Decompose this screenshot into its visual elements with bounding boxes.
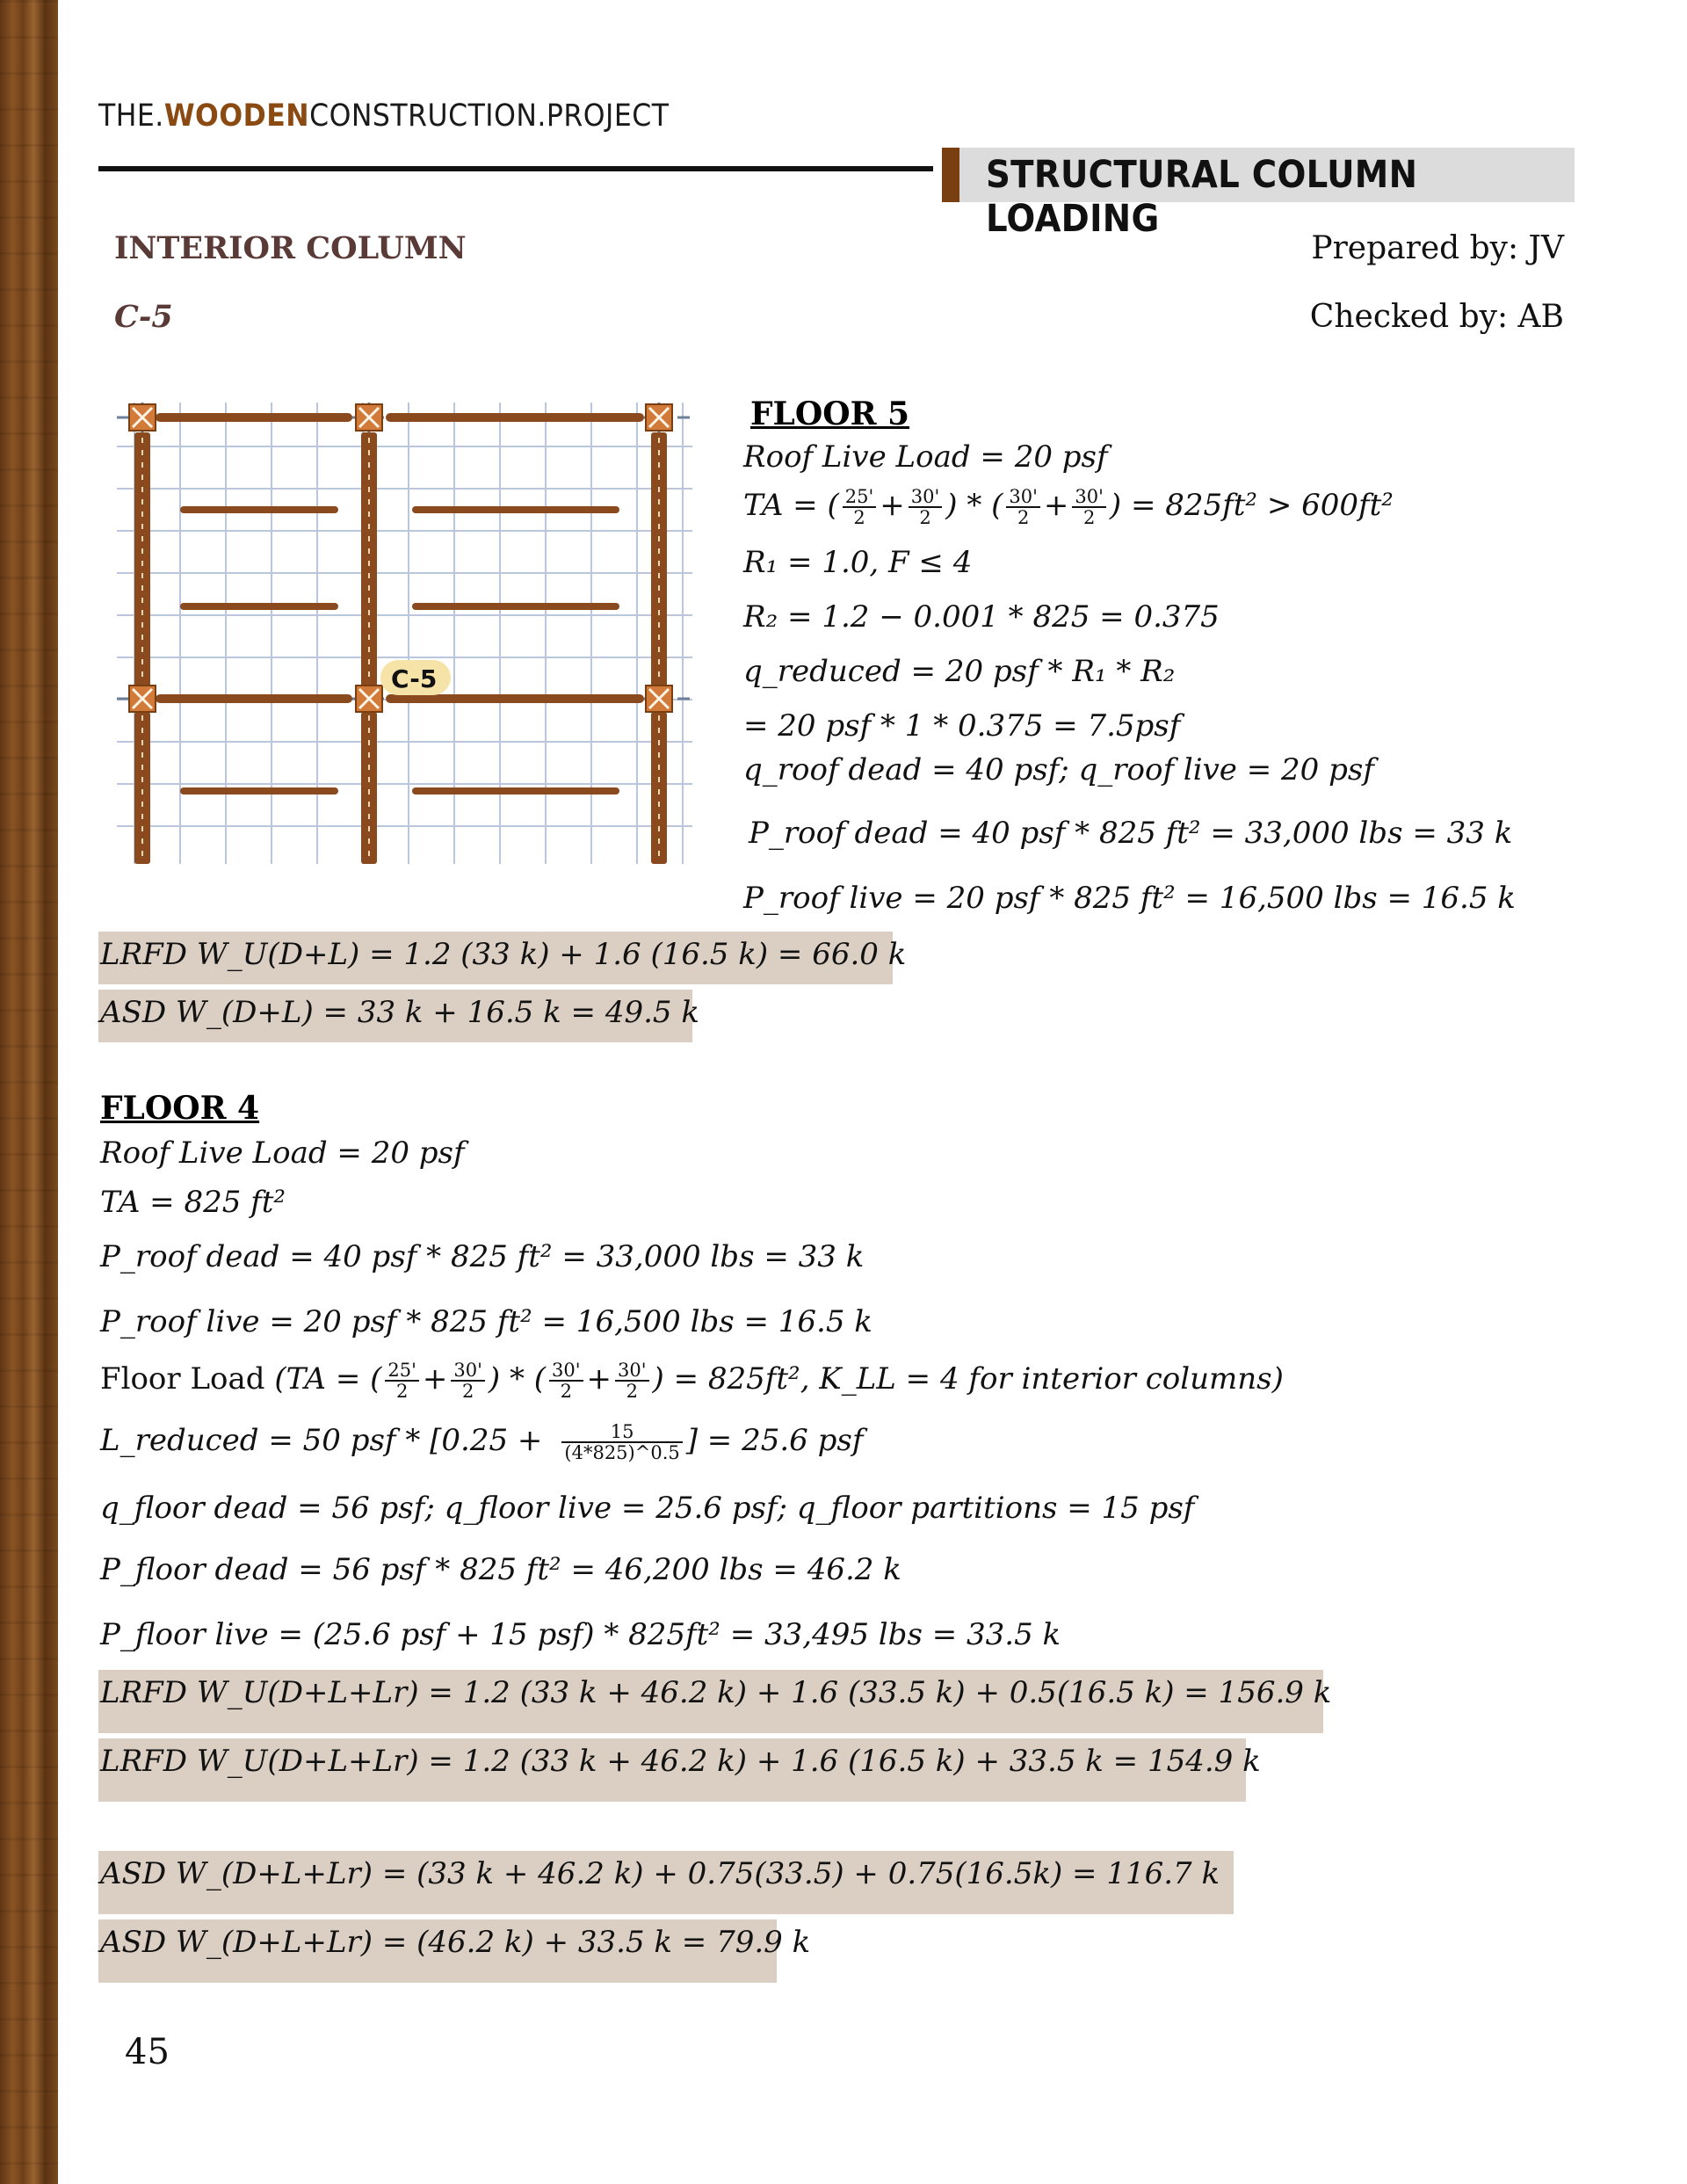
- floor4-title: FLOOR 4: [100, 1090, 260, 1127]
- header-rule: [98, 166, 933, 171]
- floor4-line2: TA = 825 ft²: [100, 1185, 286, 1220]
- page-title: STRUCTURAL COLUMN LOADING: [986, 153, 1418, 241]
- floor5-line5: q_reduced = 20 psf * R₁ * R₂: [743, 654, 1176, 689]
- floor5-line2: TA = ( $\frac{25'}{2}$ + $\frac{30'}{2}$ ) * ( $\frac{30'}{2}$ + $\frac{30'}{2}$ ) = 825ft² > 600ft²: [743, 486, 1394, 529]
- prepared-by: Prepared by: JV: [1311, 230, 1564, 266]
- page-banner: [942, 148, 1575, 241]
- floor4-asd2: ASD W_(D+L+Lr) = (46.2 k) + 33.5 k = 79.9 k: [100, 1925, 811, 1960]
- floor5-lrfd: LRFD W_U(D+L) = 1.2 (33 k) + 1.6 (16.5 k) = 66.0 k: [100, 937, 907, 972]
- floor4-line3: P_roof dead = 40 psf * 825 ft² = 33,000 lbs = 33 k: [100, 1239, 865, 1274]
- banner-mark: [942, 148, 959, 202]
- column-type: INTERIOR COLUMN: [114, 230, 467, 266]
- brand-logo: THE.WOODENCONSTRUCTION.PROJECT: [98, 98, 670, 134]
- floor4-lrfd1: LRFD W_U(D+L+Lr) = 1.2 (33 k + 46.2 k) + 1.6 (33.5 k) + 0.5(16.5 k) = 156.9 k: [100, 1675, 1332, 1710]
- floor5-asd: ASD W_(D+L) = 33 k + 16.5 k = 49.5 k: [100, 995, 699, 1030]
- floor5-line4: R₂ = 1.2 − 0.001 * 825 = 0.375: [743, 599, 1220, 635]
- floor4-line8: P_floor dead = 56 psf * 825 ft² = 46,200 lbs = 46.2 k: [100, 1552, 901, 1587]
- checked-by: Checked by: AB: [1309, 299, 1564, 335]
- floor4-line7: q_floor dead = 56 psf; q_floor live = 25.6 psf; q_floor partitions = 15 psf: [100, 1491, 1195, 1526]
- floor4-line5: Floor Load (TA = ( $\frac{25'}{2}$ + $\frac{30'}{2}$ ) * ( $\frac{30'}{2}$ + $\frac{30'}{2}$ ) = 825ft², K_LL = 4 for interior columns): [100, 1360, 1284, 1403]
- floor4-asd1: ASD W_(D+L+Lr) = (33 k + 46.2 k) + 0.75(33.5) + 0.75(16.5k) = 116.7 k: [100, 1856, 1220, 1891]
- floor4-lrfd2: LRFD W_U(D+L+Lr) = 1.2 (33 k + 46.2 k) + 1.6 (16.5 k) + 33.5 k = 154.9 k: [100, 1744, 1261, 1779]
- floor5-line6: = 20 psf * 1 * 0.375 = 7.5psf: [743, 708, 1181, 744]
- floor4-line6: L_reduced = 50 psf * [0.25 + $\frac{15}{(4*825)\^{}0.5}$ ] = 25.6 psf: [100, 1421, 864, 1464]
- column-c5-label: C-5: [391, 664, 438, 693]
- floor5-line8: P_roof dead = 40 psf * 825 ft² = 33,000 lbs = 33 k: [749, 816, 1513, 851]
- floor5-line7: q_roof dead = 40 psf; q_roof live = 20 psf: [743, 752, 1374, 787]
- floor5-line1: Roof Live Load = 20 psf: [743, 439, 1108, 475]
- floor4-line4: P_roof live = 20 psf * 825 ft² = 16,500 lbs = 16.5 k: [100, 1304, 872, 1339]
- floor4-line9: P_floor live = (25.6 psf + 15 psf) * 825ft² = 33,495 lbs = 33.5 k: [100, 1617, 1061, 1652]
- page-number: 45: [125, 2032, 170, 2072]
- floor4-line1: Roof Live Load = 20 psf: [100, 1136, 465, 1171]
- floor5-title: FLOOR 5: [750, 395, 910, 432]
- floor-plan-diagram: [117, 403, 692, 864]
- floor5-line9: P_roof live = 20 psf * 825 ft² = 16,500 lbs = 16.5 k: [743, 881, 1516, 916]
- floor5-line3: R₁ = 1.0, F ≤ 4: [743, 545, 973, 580]
- wood-border: [0, 0, 58, 2184]
- column-id: C-5: [114, 299, 173, 335]
